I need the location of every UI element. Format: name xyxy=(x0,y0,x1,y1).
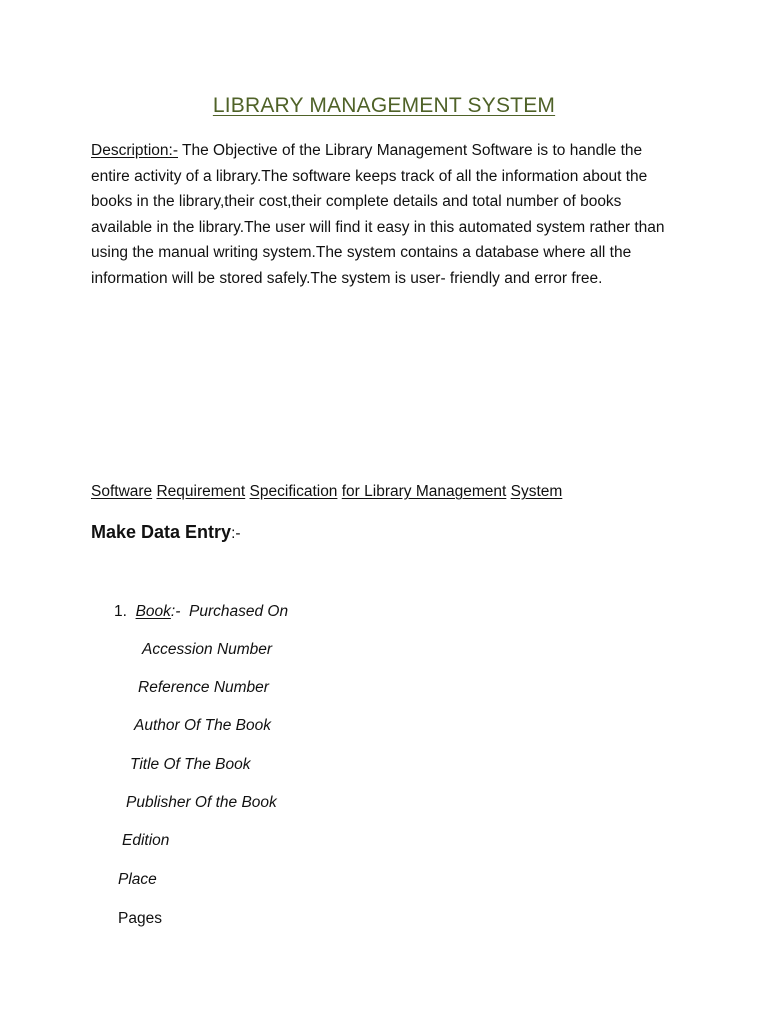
field-reference-number: Reference Number xyxy=(138,679,269,696)
list-item-suffix: :- xyxy=(170,603,181,620)
srs-word-software: Software xyxy=(91,483,153,500)
document-title-text: LIBRARY MANAGEMENT SYSTEM xyxy=(212,94,556,117)
make-data-entry-heading xyxy=(91,522,241,543)
field-purchased-on: Purchased On xyxy=(189,603,289,620)
field-publisher: Publisher Of the Book xyxy=(126,794,277,811)
list-item-number: 1. xyxy=(114,603,127,620)
srs-word-library-management: for Library Management xyxy=(341,483,507,500)
list-item-book xyxy=(114,603,288,621)
field-edition: Edition xyxy=(122,832,170,849)
srs-word-specification: Specification xyxy=(249,483,338,500)
field-place: Place xyxy=(118,871,157,888)
make-data-entry-text: Make Data Entry xyxy=(91,522,232,542)
make-data-entry-suffix: :- xyxy=(231,525,241,542)
description-label: Description:- xyxy=(91,142,178,159)
field-author: Author Of The Book xyxy=(134,717,271,734)
field-accession-number: Accession Number xyxy=(142,641,273,658)
field-pages: Pages xyxy=(118,910,162,927)
srs-word-requirement: Requirement xyxy=(156,483,246,500)
srs-heading xyxy=(91,483,711,501)
document-title xyxy=(0,94,768,118)
srs-word-system: System xyxy=(510,483,563,500)
description-paragraph xyxy=(91,138,681,292)
field-title: Title Of The Book xyxy=(130,756,251,773)
description-text: The Objective of the Library Management Software is to handle the entire activity of a library.The software keeps track of all the information about the books in the library,their cost,their complete details and total number of books available in the library.The user will find it easy in this automated system rather than using the manual writing system.The system contains a database where all the information will be stored safely.The system is user- friendly and error free. xyxy=(91,142,665,287)
list-item-label: Book xyxy=(135,603,171,620)
